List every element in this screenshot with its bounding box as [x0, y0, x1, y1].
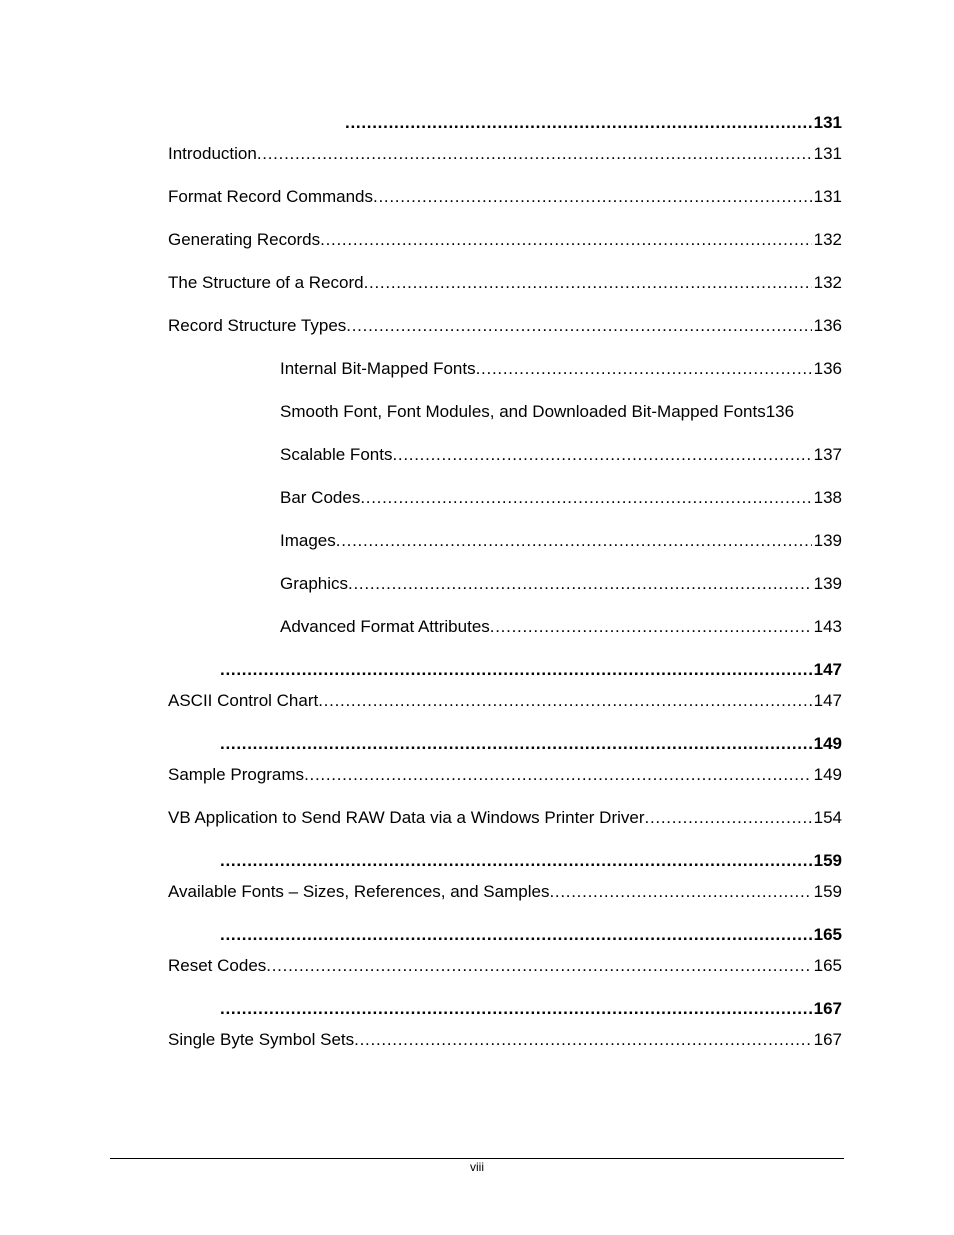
dot-leader	[392, 444, 811, 466]
toc-entry[interactable]	[168, 955, 842, 977]
toc-entry-part[interactable]	[220, 998, 842, 1020]
toc-entry-title: Graphics	[280, 574, 349, 593]
dot-leader	[348, 573, 812, 595]
toc-entry-part[interactable]	[220, 659, 842, 681]
toc-entry-title: Introduction	[168, 144, 257, 163]
toc-entry-title: Available Fonts – Sizes, References, and Samples	[168, 882, 550, 901]
dot-leader	[476, 358, 812, 380]
toc-entry-page: 139	[813, 574, 842, 593]
toc-entry-title: Reset Codes	[168, 956, 267, 975]
toc-entry-title: Smooth Font, Font Modules, and Downloaded Bit-Mapped Fonts	[280, 402, 766, 421]
toc-entry[interactable]	[168, 229, 842, 251]
footer-page-number: viii	[470, 1160, 484, 1174]
toc-entry-page: 132	[813, 273, 842, 292]
toc-entry[interactable]	[168, 186, 842, 208]
toc-entry-page: 132	[813, 230, 842, 249]
toc-entry-title: Record Structure Types	[168, 316, 347, 335]
toc-subentry[interactable]	[280, 530, 842, 552]
toc-entry-page: 147	[813, 660, 842, 679]
toc-entry-page: 167	[813, 999, 842, 1018]
dot-leader	[304, 764, 812, 786]
toc-entry-title: VB Application to Send RAW Data via a Windows Printer Driver	[168, 808, 645, 827]
toc-entry-page: 149	[813, 765, 842, 784]
toc-entry-page: 136	[813, 359, 842, 378]
dot-leader	[549, 881, 811, 903]
toc-entry-title: Single Byte Symbol Sets	[168, 1030, 355, 1049]
dot-leader	[346, 315, 811, 337]
toc-subentry[interactable]	[280, 358, 842, 380]
toc-subentry[interactable]	[280, 616, 842, 638]
toc-entry[interactable]	[168, 272, 842, 294]
toc-entry[interactable]	[168, 764, 842, 786]
dot-leader	[257, 143, 812, 165]
toc-subentry[interactable]	[280, 573, 842, 595]
dot-leader	[364, 272, 812, 294]
dot-leader	[220, 924, 812, 946]
toc-entry-title: Bar Codes	[280, 488, 361, 507]
toc-entry-page: 136	[813, 316, 842, 335]
toc-entry-page: 149	[813, 734, 842, 753]
toc-entry-title: Advanced Format Attributes	[280, 617, 490, 636]
footer-divider	[110, 1158, 844, 1159]
toc-entry-page: 159	[813, 851, 842, 870]
toc-entry-page: 147	[813, 691, 842, 710]
toc-entry[interactable]	[168, 315, 842, 337]
toc-entry[interactable]	[168, 881, 842, 903]
toc-entry-title: Internal Bit-Mapped Fonts	[280, 359, 476, 378]
toc-entry-page: 143	[813, 617, 842, 636]
toc-entry-page: 131	[813, 144, 842, 163]
dot-leader	[220, 850, 812, 872]
toc-entry[interactable]	[168, 143, 842, 165]
dot-leader	[490, 616, 812, 638]
toc-entry-title: ASCII Control Chart	[168, 691, 319, 710]
toc-entry-title: Format Record Commands	[168, 187, 374, 206]
toc-entry-page: 139	[813, 531, 842, 550]
toc-entry-page: 136	[765, 402, 795, 421]
dot-leader	[354, 1029, 811, 1051]
dot-leader	[373, 186, 812, 208]
dot-leader	[320, 229, 811, 251]
toc-subentry[interactable]	[280, 401, 842, 423]
toc-entry-page: 138	[813, 488, 842, 507]
toc-entry-title: Images	[280, 531, 336, 550]
toc-entry-title: Scalable Fonts	[280, 445, 393, 464]
dot-leader	[220, 998, 812, 1020]
dot-leader	[345, 112, 812, 134]
toc-entry-page: 159	[813, 882, 842, 901]
toc-entry-part[interactable]	[220, 733, 842, 755]
dot-leader	[318, 690, 811, 712]
toc-entry-page: 167	[813, 1030, 842, 1049]
toc-entry[interactable]	[168, 690, 842, 712]
toc-entry-page: 137	[813, 445, 842, 464]
toc-entry-title: Generating Records	[168, 230, 321, 249]
toc-entry-page: 154	[813, 808, 842, 827]
toc-entry[interactable]	[168, 1029, 842, 1051]
toc-entry-title: The Structure of a Record	[168, 273, 364, 292]
dot-leader	[220, 733, 812, 755]
toc-subentry[interactable]	[280, 487, 842, 509]
toc-entry-page: 165	[813, 925, 842, 944]
toc-entry[interactable]	[168, 807, 842, 829]
toc-entry-part[interactable]	[220, 850, 842, 872]
dot-leader	[266, 955, 811, 977]
toc-entry-title: Sample Programs	[168, 765, 305, 784]
toc-entry-part[interactable]	[345, 112, 842, 134]
toc-subentry[interactable]	[280, 444, 842, 466]
dot-leader	[645, 807, 812, 829]
dot-leader	[220, 659, 812, 681]
dot-leader	[336, 530, 812, 552]
toc-entry-page: 131	[813, 113, 842, 132]
toc-entry-page: 131	[813, 187, 842, 206]
toc-entry-page: 165	[813, 956, 842, 975]
toc-entry-part[interactable]	[220, 924, 842, 946]
dot-leader	[360, 487, 811, 509]
